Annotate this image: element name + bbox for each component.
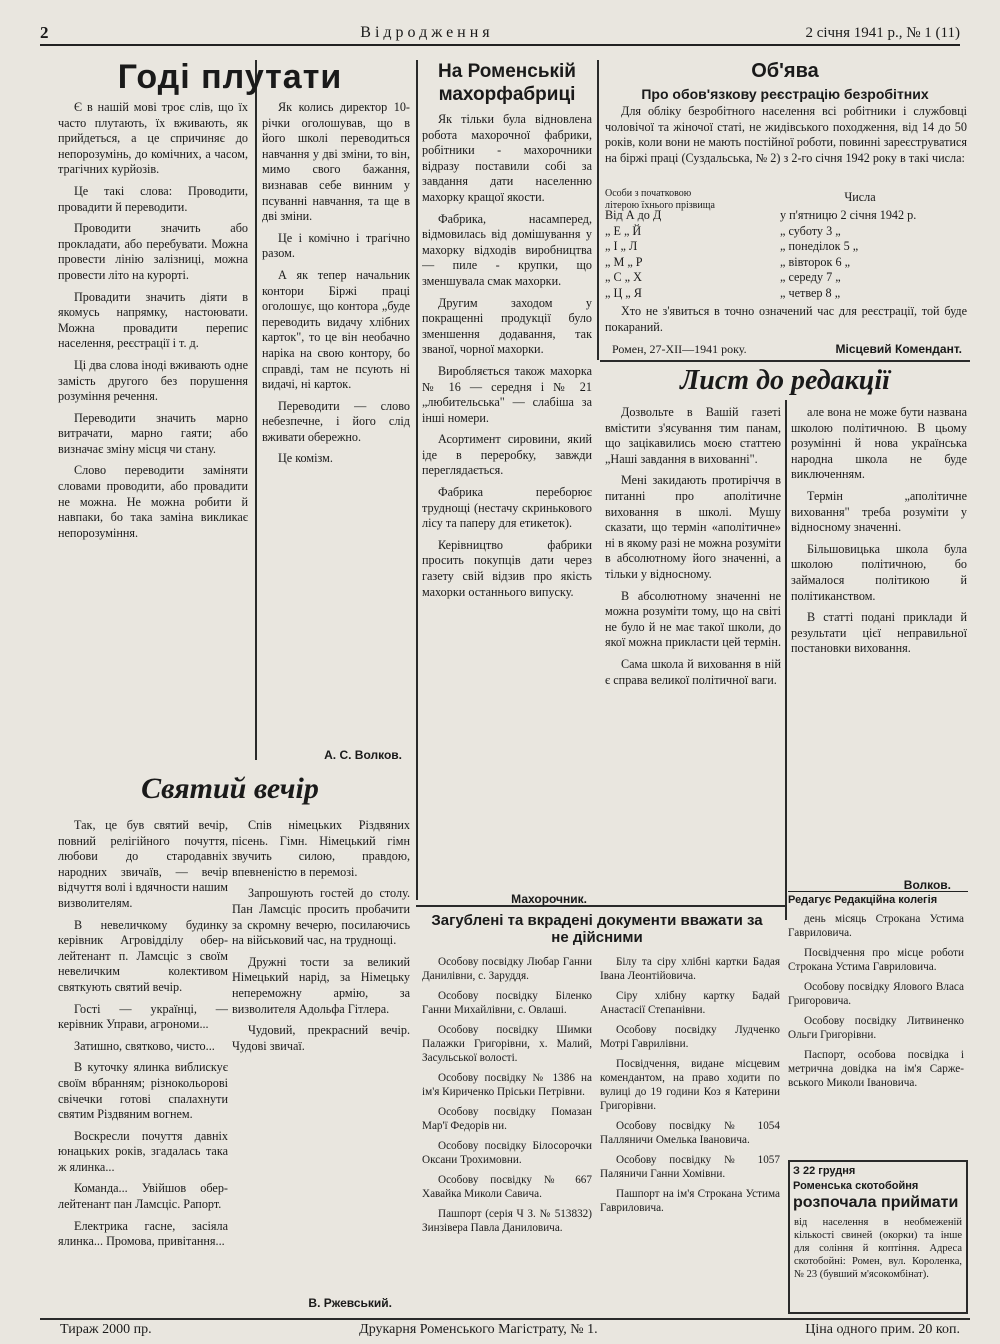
announcement-body: Для обліку безробітного населення всі робітники і службовці чоловічої та жіночої статі, не жидівського походження, від 14 до 50 років, коли вони не мають постійної роботи, повинні зареєструватися на біржі праці (Суздальська, № 2) з 2-го січня 1942 року в такі числа:: [605, 104, 967, 165]
price: Ціна одного прим. 20 коп.: [805, 1322, 960, 1337]
letter-author: Волков.: [903, 878, 951, 892]
article1-body: Є в нашій мові троє слів, що їх часто плутають, їх вживають, як прийдеться, а це спричиняє до непорозумінь, до комічних, а часом, трагічних курйозів. Це такі слова: Проводити, провадити й переводити. Проводити значить або прокладати, або перебувати. Можна провести лінію залізниці, можна провести літо на курорті. Провадити значить діяти в якомусь напрямку, настоювати. Можна провадити перепис населення, реєстрації і т. д. Ці два слова іноді вживають одне замість другого без порушення розуміння речення. Переводити значить марно витрачати, марно гаяти; або визначає зміну місця чи стану. Слово переводити заміняти словами проводити, або провадити не можна. Не можна робити й навпаки, бо така заміна викликає непорозуміння.: [58, 100, 248, 540]
page-number: 2: [40, 23, 49, 42]
article1-title: Годі плутати: [117, 58, 343, 96]
lost-docs-col2: Білу та сіру хлібні картки Бадая Івана Леонтійовича. Сіру хлібну картку Бадай Анастасії Степанівни. Особову посвідку Лудченко Мотрі Гаврилівни. Посвідчення, видане місцевим комендантом, на право ходити по вулиці до 19 години Коз я Катерини Григорівни. Особову посвідку № 1054 Палляничи Омелька Івановича. Особову посвідку № 1057 Паляничи Ганни Хомівни. Пашпорт на ім'я Строкана Устима Гавриловича.: [600, 956, 780, 1214]
letter-body: Дозвольте в Вашій газеті вмістити з'ясування тим панам, що зацікавились моєю статтею „Наші завдання в вихованні". Мені закидають протиріччя в питанні про аполітичне виховання в школі. Мушу сказати, що термін «аполітичне» ні в якому разі не можна розуміти в абсолютному його значенні, а тільки у відносному. В абсолютному значенні не можна розуміти тому, що на світі не було й не має такої школи, до якої можна прикласти цей термін. Сама школа й виховання в ній є справа великої політичної ваги.: [605, 405, 781, 687]
article1-body-2: Як колись директор 10-річки оголошував, що в його школі переводиться навчання у дві зміни, то він, мимо свого бажання, визнавав себе винним у псуванні навчання, та ще в дві зміни. Це і комічно і трагічно разом. А як тепер начальник контори Біржі праці оголошує, що контора „буде переводить видачу хлібних карток", то це він необачно наріка на свою контору, бо справді, там не псують ні видачі, ні карток. Переводити — слово небезпечне, і його слід вживати обережно. Це комізм.: [262, 100, 410, 466]
lost-docs-title: Загублені та вкрадені документи вважати за не дійсними: [431, 912, 763, 946]
announcement-after: Хто не з'явиться в точно означений час для реєстрації, той буде покараний.: [605, 304, 967, 334]
printer: Друкарня Роменського Магістрату, № 1.: [359, 1322, 598, 1337]
lost-docs-col1: Особову посвідку Любар Ганни Данилівни, с. Заруддя. Особову посвідку Біленко Ганни Михайлівни, с. Овлаші. Особову посвідку Шимки Палажки Григорівни, х. Малий, Засульської волості. Особову посвідку № 1386 на ім'я Кириченко Пріськи Петрівни. Особову посвідку Помазан Мар'ї Федорів ни. Особову посвідку Білосорочки Оксани Трохимовни. Особову посвідку № 667 Хавайка Миколи Савича. Пашпорт (серія Ч З. № 513832) Зинзівера Павла Даниловича.: [422, 956, 592, 1234]
article2-body: Так, це був святий вечір, повний релігійного почуття, любови до стародавніх народних звичаїв, — вечір відчуття волі і вдячности нашим визволителям. В невеличкому будинку керівник Агровідділу обер-лейтенант п. Ламсціс з своїм невеличким колективом святкують святий вечір. Гості — українці, — керівник Управи, агрономи... Затишно, святково, чисто... В куточку ялинка виблискує своїм вбранням; різнокольорові свічечки готові спалахнути святим Різдвяним вогнем. Воскресли почуття давніх юнацьких років, згадалась така ж ялинка... Команда... Увійшов обер-лейтенант пан Ламсціс. Рапорт. Електрика гасне, засіяла ялинка... Промова, привітання...: [58, 818, 228, 1249]
announcement-table-head-left: Особи з початковою літерою їхнього прізвища: [605, 188, 715, 211]
article2-body-2: Спів німецьких Різдвяних пісень. Гімн. Німецький гімн звучить силою, правдою, впевненістю в перемозі. Запрошують гостей до столу. Пан Ламсціс просить пробачити за скромну вечерю, посилаючись на військовий час, на труднощі. Дружні тости за великий Німецький нарід, за Німецьку непереможну армію, за визволителя Адольфа Гітлера. Чудовий, прекрасний вечір. Чудові звичаї.: [232, 818, 410, 1053]
newspaper-title: Відродження: [360, 24, 494, 41]
article1-author: А. С. Волков.: [324, 748, 402, 762]
circulation: Тираж 2000 пр.: [60, 1322, 152, 1337]
footer: [60, 1322, 960, 1338]
editor-line: Редагує Редакційна колегія: [788, 891, 968, 906]
article3-author: Махорочник.: [511, 892, 587, 906]
lost-docs-col3: день місяць Строкана Устима Гавриловича. Посвідчення про місце роботи Строкана Устима Гавриловича. Особову посвідку Ялового Власа Григоровича. Особову посвідку Литвиненко Ольги Григорівни. Паспорт, особова посвідка і метрична довідка на ім'я Сарже-вського Миколи Івановича.: [788, 913, 964, 1089]
announcement-table: Від А до Д у п'ятницю 2 січня 1942 р. „ Е „ Й „ суботу 3 „ „ І „ Л „ понеділок 5 „ „ М „ Р „ вівторок 6 „ „ С „ Х „ середу 7 „ „ Ц „ Я „ четвер 8 „: [605, 208, 917, 300]
announcement-title: Об'ява: [751, 60, 819, 82]
slaughterhouse-ad: З 22 грудня Роменська скотобойня розпочала приймати від населення в необмеженій кількості свиней (окорки) та інше для соління й коптіння. Адреса скотобойні: Ромен, вул. Короленка, № 23 (бувший м'ясокомбінат).: [788, 1160, 968, 1314]
letter-body-2: але вона не може бути названа школою політичною. В цьому розумінні й нова українська народна школа не буде виключенням. Термін „аполітичне виховання" треба розуміти у відносному значенні. Більшовицька школа була школою політичною, бо займалося політикою й політиканством. В статті подані приклади й результати цієї неправильної постановки виховання.: [791, 405, 967, 656]
article3-body: Як тільки була відновлена робота махорочної фабрики, робітники - махорочники відразу поставили собі за завдання дати населенню махорку кращої якости. Фабрика, насамперед, відмовилась від домішування у махорку відходів виробництва — пиле - крупки, що зменшувала смак махорки. Другим заходом у покращенні продукції було зменшення додавання, так званої, чорної махорки. Виробляється також махорка № 16 — середня і № 21 „любительська" — слабіша за інші номери. Асортимент сировини, який іде в переробку, завжди переглядається. Фабрика переборює труднощі (нестачу скринькового лісу та паперу для етикеток). Керівництво фабрики просить покупців дати через газету свій відзив про якість махорки останнього випуску.: [422, 112, 592, 599]
announcement-footer: Ромен, 27-XII—1941 року. Місцевий Комендант.: [612, 342, 962, 356]
announcement-table-head-right: Числа: [844, 190, 876, 204]
article2-author: В. Ржевський.: [308, 1296, 392, 1310]
letter-title: Лист до редакції: [680, 365, 890, 396]
article3-title: На Роменській махорфабриці: [438, 61, 576, 105]
article2-title: Святий вечір: [141, 772, 319, 805]
masthead: [40, 22, 960, 46]
issue-date: 2 січня 1941 р., № 1 (11): [805, 24, 960, 41]
announcement-subtitle: Про обов'язкову реєстрацію безробітних: [641, 86, 929, 102]
